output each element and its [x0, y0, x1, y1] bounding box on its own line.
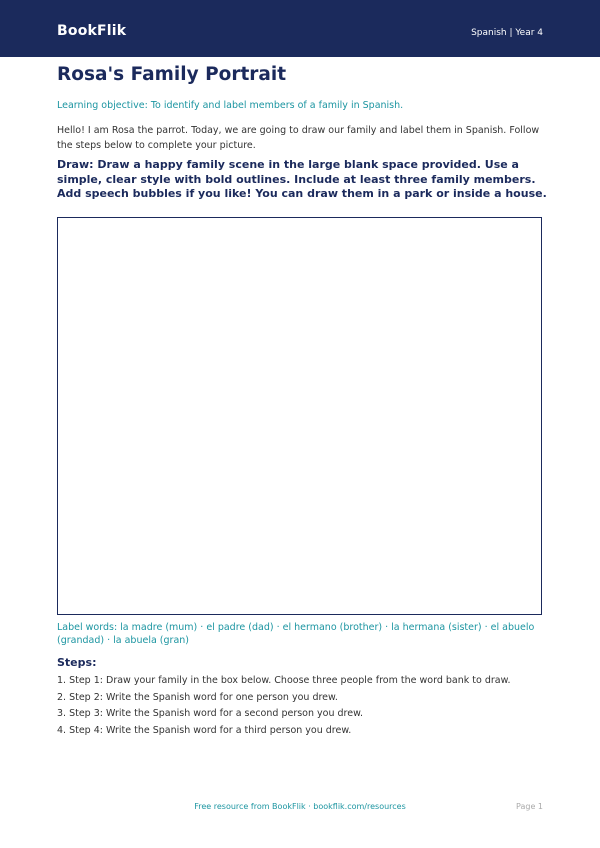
- label-words-bank: Label words: la madre (mum) · el padre (dad) · el hermano (brother) · la hermana (sister) · el abuelo (grandad) · la abuela (gran): [57, 622, 535, 646]
- subject-year-label: Spanish | Year 4: [471, 28, 543, 38]
- drawing-area-box[interactable]: [57, 217, 542, 615]
- steps-list: [57, 675, 547, 741]
- page-title: Rosa's Family Portrait: [57, 64, 287, 85]
- learning-objective: Learning objective: To identify and label members of a family in Spanish.: [57, 100, 404, 111]
- steps-heading: Steps:: [57, 656, 97, 669]
- step-item: 4. Step 4: Write the Spanish word for a third person you drew.: [57, 724, 352, 736]
- intro-paragraph: Hello! I am Rosa the parrot. Today, we are going to draw our family and label them in Spanish. Follow the steps below to complete your picture.: [57, 125, 540, 151]
- brand-logo-text[interactable]: BookFlik: [57, 23, 127, 39]
- step-item: 3. Step 3: Write the Spanish word for a second person you drew.: [57, 708, 363, 719]
- footer-resource-link[interactable]: Free resource from BookFlik · bookflik.com/resources: [194, 802, 406, 811]
- draw-instruction: Draw: Draw a happy family scene in the large blank space provided. Use a simple, clear style with bold outlines. Include at least three family members. Add speech bubbles if you like! You can draw them in a park or inside a house.: [57, 158, 547, 200]
- page-number: Page 1: [516, 802, 543, 811]
- step-item: 2. Step 2: Write the Spanish word for one person you drew.: [57, 691, 338, 703]
- step-item: 1. Step 1: Draw your family in the box below. Choose three people from the word bank to draw.: [57, 675, 511, 686]
- header-bar: [0, 0, 600, 57]
